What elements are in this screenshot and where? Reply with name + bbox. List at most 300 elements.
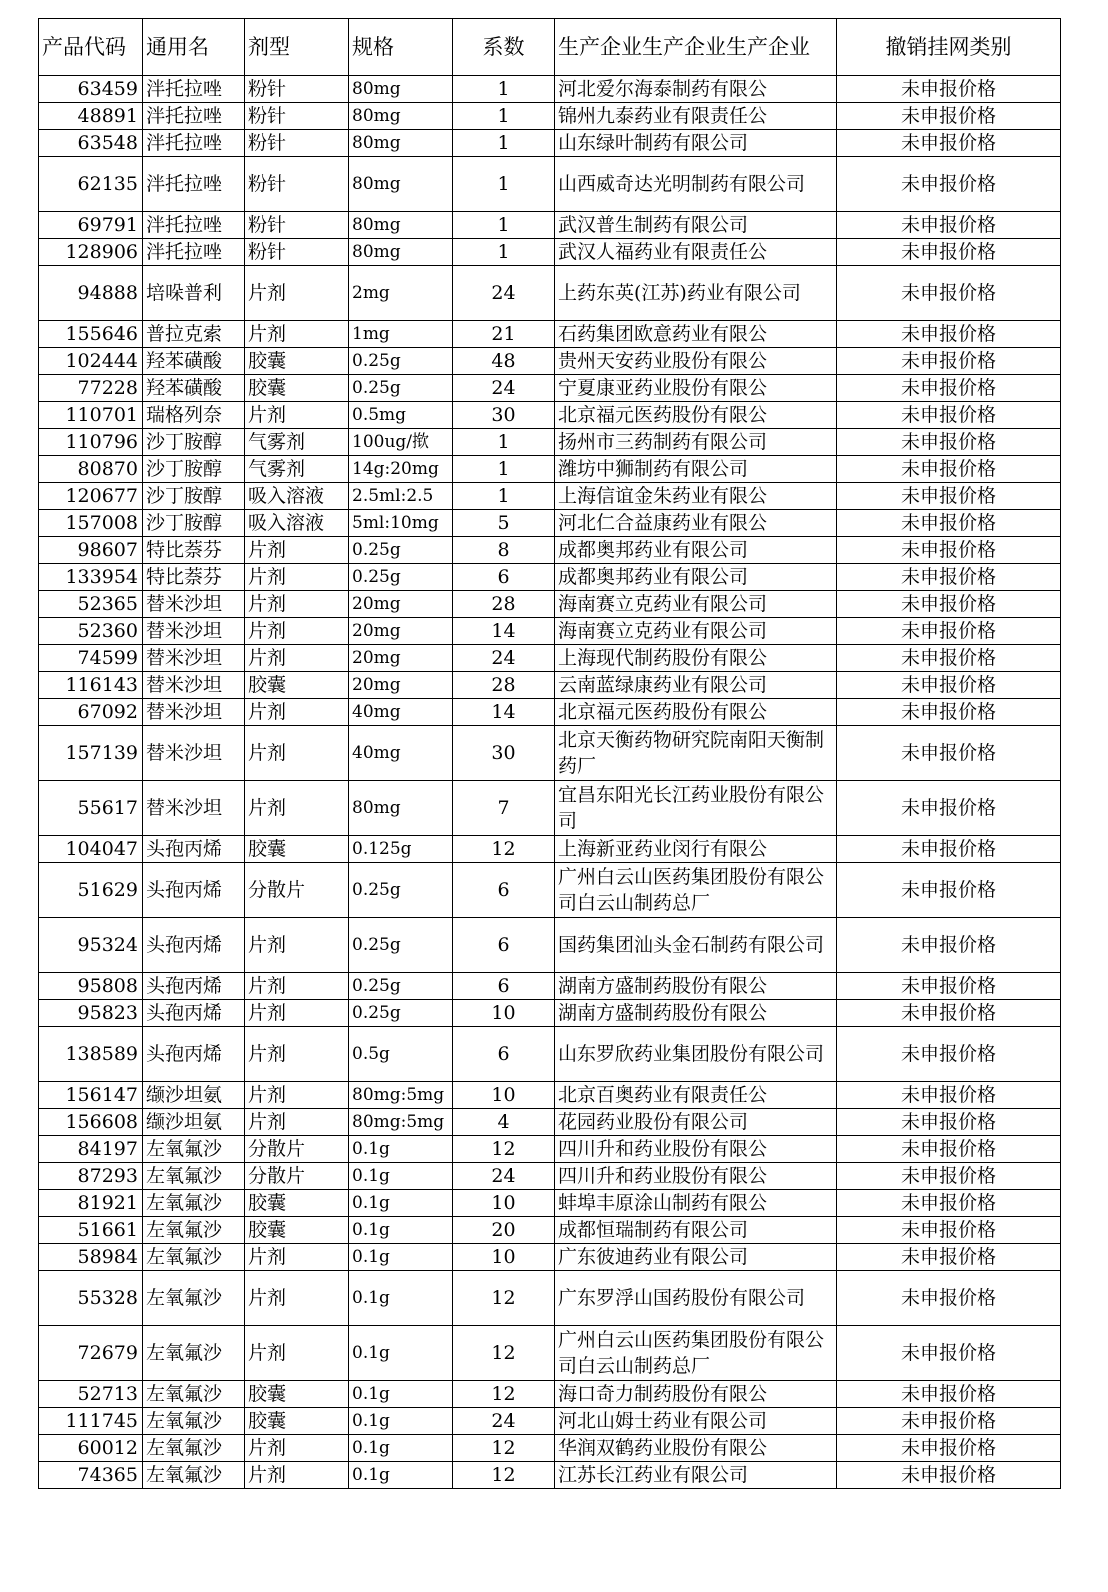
cell-generic-name[interactable]: 左氧氟沙	[143, 1271, 245, 1326]
cell-dosage-form[interactable]: 片剂	[245, 591, 349, 618]
cell-delisting-category[interactable]: 未申报价格	[837, 1435, 1061, 1462]
cell-coefficient[interactable]: 1	[453, 456, 555, 483]
cell-manufacturer[interactable]: 河北山姆士药业有限公司	[555, 1408, 837, 1435]
cell-product-code[interactable]: 98607	[39, 537, 143, 564]
cell-product-code[interactable]: 60012	[39, 1435, 143, 1462]
cell-specification[interactable]: 80mg	[349, 239, 453, 266]
cell-manufacturer[interactable]: 北京百奥药业有限责任公	[555, 1082, 837, 1109]
cell-product-code[interactable]: 55617	[39, 781, 143, 836]
cell-generic-name[interactable]: 替米沙坦	[143, 672, 245, 699]
cell-coefficient[interactable]: 6	[453, 564, 555, 591]
header-dosage-form[interactable]: 剂型	[245, 19, 349, 76]
cell-generic-name[interactable]: 头孢丙烯	[143, 836, 245, 863]
cell-specification[interactable]: 14g:20mg	[349, 456, 453, 483]
cell-coefficient[interactable]: 12	[453, 1136, 555, 1163]
cell-dosage-form[interactable]: 片剂	[245, 1244, 349, 1271]
cell-manufacturer[interactable]: 贵州天安药业股份有限公	[555, 348, 837, 375]
cell-manufacturer[interactable]: 河北仁合益康药业有限公	[555, 510, 837, 537]
cell-delisting-category[interactable]: 未申报价格	[837, 1408, 1061, 1435]
cell-dosage-form[interactable]: 分散片	[245, 1163, 349, 1190]
cell-product-code[interactable]: 51661	[39, 1217, 143, 1244]
cell-product-code[interactable]: 51629	[39, 863, 143, 918]
cell-delisting-category[interactable]: 未申报价格	[837, 429, 1061, 456]
cell-delisting-category[interactable]: 未申报价格	[837, 591, 1061, 618]
cell-dosage-form[interactable]: 片剂	[245, 618, 349, 645]
cell-manufacturer[interactable]: 成都奥邦药业有限公司	[555, 564, 837, 591]
cell-dosage-form[interactable]: 分散片	[245, 863, 349, 918]
cell-product-code[interactable]: 104047	[39, 836, 143, 863]
cell-coefficient[interactable]: 24	[453, 375, 555, 402]
cell-dosage-form[interactable]: 片剂	[245, 321, 349, 348]
cell-coefficient[interactable]: 10	[453, 1082, 555, 1109]
cell-dosage-form[interactable]: 胶囊	[245, 672, 349, 699]
cell-dosage-form[interactable]: 片剂	[245, 1271, 349, 1326]
cell-generic-name[interactable]: 左氧氟沙	[143, 1244, 245, 1271]
cell-product-code[interactable]: 102444	[39, 348, 143, 375]
cell-product-code[interactable]: 95808	[39, 973, 143, 1000]
cell-delisting-category[interactable]: 未申报价格	[837, 863, 1061, 918]
cell-specification[interactable]: 0.5mg	[349, 402, 453, 429]
cell-delisting-category[interactable]: 未申报价格	[837, 1190, 1061, 1217]
cell-dosage-form[interactable]: 片剂	[245, 918, 349, 973]
cell-coefficient[interactable]: 48	[453, 348, 555, 375]
cell-dosage-form[interactable]: 气雾剂	[245, 456, 349, 483]
cell-specification[interactable]: 0.1g	[349, 1217, 453, 1244]
cell-delisting-category[interactable]: 未申报价格	[837, 212, 1061, 239]
cell-product-code[interactable]: 156147	[39, 1082, 143, 1109]
cell-generic-name[interactable]: 左氧氟沙	[143, 1163, 245, 1190]
cell-delisting-category[interactable]: 未申报价格	[837, 348, 1061, 375]
cell-dosage-form[interactable]: 胶囊	[245, 1381, 349, 1408]
cell-dosage-form[interactable]: 片剂	[245, 645, 349, 672]
cell-specification[interactable]: 80mg:5mg	[349, 1082, 453, 1109]
cell-delisting-category[interactable]: 未申报价格	[837, 1027, 1061, 1082]
cell-generic-name[interactable]: 沙丁胺醇	[143, 483, 245, 510]
cell-product-code[interactable]: 74599	[39, 645, 143, 672]
cell-delisting-category[interactable]: 未申报价格	[837, 1462, 1061, 1489]
cell-delisting-category[interactable]: 未申报价格	[837, 1217, 1061, 1244]
cell-manufacturer[interactable]: 湖南方盛制药股份有限公	[555, 1000, 837, 1027]
cell-delisting-category[interactable]: 未申报价格	[837, 456, 1061, 483]
cell-manufacturer[interactable]: 海南赛立克药业有限公司	[555, 591, 837, 618]
cell-specification[interactable]: 20mg	[349, 591, 453, 618]
cell-delisting-category[interactable]: 未申报价格	[837, 483, 1061, 510]
cell-specification[interactable]: 40mg	[349, 699, 453, 726]
cell-coefficient[interactable]: 1	[453, 130, 555, 157]
cell-coefficient[interactable]: 6	[453, 863, 555, 918]
cell-dosage-form[interactable]: 片剂	[245, 699, 349, 726]
cell-dosage-form[interactable]: 片剂	[245, 1435, 349, 1462]
cell-delisting-category[interactable]: 未申报价格	[837, 973, 1061, 1000]
cell-delisting-category[interactable]: 未申报价格	[837, 76, 1061, 103]
cell-product-code[interactable]: 69791	[39, 212, 143, 239]
cell-manufacturer[interactable]: 云南蓝绿康药业有限公司	[555, 672, 837, 699]
cell-dosage-form[interactable]: 粉针	[245, 239, 349, 266]
cell-product-code[interactable]: 52360	[39, 618, 143, 645]
cell-dosage-form[interactable]: 片剂	[245, 1000, 349, 1027]
cell-delisting-category[interactable]: 未申报价格	[837, 1136, 1061, 1163]
cell-generic-name[interactable]: 头孢丙烯	[143, 1000, 245, 1027]
cell-specification[interactable]: 0.1g	[349, 1190, 453, 1217]
cell-manufacturer[interactable]: 上海现代制药股份有限公	[555, 645, 837, 672]
cell-product-code[interactable]: 120677	[39, 483, 143, 510]
cell-coefficient[interactable]: 1	[453, 103, 555, 130]
cell-delisting-category[interactable]: 未申报价格	[837, 510, 1061, 537]
cell-generic-name[interactable]: 头孢丙烯	[143, 863, 245, 918]
cell-delisting-category[interactable]: 未申报价格	[837, 699, 1061, 726]
cell-product-code[interactable]: 63459	[39, 76, 143, 103]
cell-delisting-category[interactable]: 未申报价格	[837, 321, 1061, 348]
header-coefficient[interactable]: 系数	[453, 19, 555, 76]
cell-dosage-form[interactable]: 片剂	[245, 1109, 349, 1136]
cell-specification[interactable]: 0.1g	[349, 1435, 453, 1462]
cell-product-code[interactable]: 67092	[39, 699, 143, 726]
cell-coefficient[interactable]: 8	[453, 537, 555, 564]
cell-delisting-category[interactable]: 未申报价格	[837, 239, 1061, 266]
cell-dosage-form[interactable]: 胶囊	[245, 1408, 349, 1435]
cell-manufacturer[interactable]: 花园药业股份有限公司	[555, 1109, 837, 1136]
cell-specification[interactable]: 80mg	[349, 130, 453, 157]
cell-dosage-form[interactable]: 分散片	[245, 1136, 349, 1163]
cell-generic-name[interactable]: 缬沙坦氨	[143, 1082, 245, 1109]
cell-dosage-form[interactable]: 胶囊	[245, 375, 349, 402]
cell-generic-name[interactable]: 替米沙坦	[143, 645, 245, 672]
cell-product-code[interactable]: 110796	[39, 429, 143, 456]
cell-generic-name[interactable]: 左氧氟沙	[143, 1217, 245, 1244]
cell-dosage-form[interactable]: 片剂	[245, 781, 349, 836]
cell-generic-name[interactable]: 左氧氟沙	[143, 1190, 245, 1217]
cell-generic-name[interactable]: 泮托拉唑	[143, 212, 245, 239]
cell-generic-name[interactable]: 替米沙坦	[143, 781, 245, 836]
cell-manufacturer[interactable]: 广东罗浮山国药股份有限公司	[555, 1271, 837, 1326]
cell-delisting-category[interactable]: 未申报价格	[837, 618, 1061, 645]
cell-delisting-category[interactable]: 未申报价格	[837, 375, 1061, 402]
cell-coefficient[interactable]: 30	[453, 402, 555, 429]
cell-delisting-category[interactable]: 未申报价格	[837, 1082, 1061, 1109]
cell-product-code[interactable]: 133954	[39, 564, 143, 591]
cell-specification[interactable]: 1mg	[349, 321, 453, 348]
cell-specification[interactable]: 80mg	[349, 157, 453, 212]
cell-specification[interactable]: 0.25g	[349, 1000, 453, 1027]
cell-product-code[interactable]: 80870	[39, 456, 143, 483]
cell-dosage-form[interactable]: 胶囊	[245, 348, 349, 375]
cell-manufacturer[interactable]: 宁夏康亚药业股份有限公	[555, 375, 837, 402]
cell-manufacturer[interactable]: 山西威奇达光明制药有限公司	[555, 157, 837, 212]
cell-specification[interactable]: 0.25g	[349, 564, 453, 591]
cell-dosage-form[interactable]: 气雾剂	[245, 429, 349, 456]
cell-delisting-category[interactable]: 未申报价格	[837, 781, 1061, 836]
cell-specification[interactable]: 0.1g	[349, 1163, 453, 1190]
cell-dosage-form[interactable]: 胶囊	[245, 1190, 349, 1217]
cell-delisting-category[interactable]: 未申报价格	[837, 157, 1061, 212]
cell-specification[interactable]: 0.1g	[349, 1244, 453, 1271]
cell-dosage-form[interactable]: 片剂	[245, 537, 349, 564]
cell-manufacturer[interactable]: 广州白云山医药集团股份有限公司白云山制药总厂	[555, 863, 837, 918]
cell-manufacturer[interactable]: 北京福元医药股份有限公	[555, 402, 837, 429]
cell-manufacturer[interactable]: 山东罗欣药业集团股份有限公司	[555, 1027, 837, 1082]
cell-product-code[interactable]: 87293	[39, 1163, 143, 1190]
cell-manufacturer[interactable]: 武汉普生制药有限公司	[555, 212, 837, 239]
cell-coefficient[interactable]: 20	[453, 1217, 555, 1244]
cell-dosage-form[interactable]: 片剂	[245, 1082, 349, 1109]
cell-delisting-category[interactable]: 未申报价格	[837, 537, 1061, 564]
cell-coefficient[interactable]: 12	[453, 1435, 555, 1462]
cell-manufacturer[interactable]: 河北爱尔海泰制药有限公	[555, 76, 837, 103]
cell-manufacturer[interactable]: 华润双鹤药业股份有限公	[555, 1435, 837, 1462]
cell-generic-name[interactable]: 泮托拉唑	[143, 157, 245, 212]
cell-generic-name[interactable]: 左氧氟沙	[143, 1326, 245, 1381]
cell-dosage-form[interactable]: 片剂	[245, 266, 349, 321]
cell-delisting-category[interactable]: 未申报价格	[837, 1271, 1061, 1326]
header-manufacturer[interactable]: 生产企业生产企业生产企业	[555, 19, 837, 76]
cell-coefficient[interactable]: 12	[453, 1271, 555, 1326]
cell-generic-name[interactable]: 左氧氟沙	[143, 1408, 245, 1435]
cell-delisting-category[interactable]: 未申报价格	[837, 645, 1061, 672]
cell-generic-name[interactable]: 特比萘芬	[143, 564, 245, 591]
cell-product-code[interactable]: 62135	[39, 157, 143, 212]
cell-generic-name[interactable]: 沙丁胺醇	[143, 429, 245, 456]
cell-product-code[interactable]: 58984	[39, 1244, 143, 1271]
cell-dosage-form[interactable]: 粉针	[245, 103, 349, 130]
cell-product-code[interactable]: 156608	[39, 1109, 143, 1136]
cell-generic-name[interactable]: 泮托拉唑	[143, 103, 245, 130]
cell-manufacturer[interactable]: 武汉人福药业有限责任公	[555, 239, 837, 266]
cell-specification[interactable]: 0.25g	[349, 973, 453, 1000]
cell-generic-name[interactable]: 左氧氟沙	[143, 1462, 245, 1489]
cell-generic-name[interactable]: 羟苯磺酸	[143, 375, 245, 402]
cell-coefficient[interactable]: 24	[453, 266, 555, 321]
cell-product-code[interactable]: 138589	[39, 1027, 143, 1082]
cell-delisting-category[interactable]: 未申报价格	[837, 726, 1061, 781]
cell-coefficient[interactable]: 6	[453, 973, 555, 1000]
header-specification[interactable]: 规格	[349, 19, 453, 76]
cell-generic-name[interactable]: 瑞格列奈	[143, 402, 245, 429]
cell-specification[interactable]: 0.1g	[349, 1136, 453, 1163]
cell-product-code[interactable]: 77228	[39, 375, 143, 402]
cell-generic-name[interactable]: 替米沙坦	[143, 726, 245, 781]
cell-coefficient[interactable]: 10	[453, 1244, 555, 1271]
cell-dosage-form[interactable]: 片剂	[245, 1027, 349, 1082]
header-generic-name[interactable]: 通用名	[143, 19, 245, 76]
cell-coefficient[interactable]: 1	[453, 429, 555, 456]
cell-product-code[interactable]: 74365	[39, 1462, 143, 1489]
cell-specification[interactable]: 0.25g	[349, 348, 453, 375]
cell-manufacturer[interactable]: 海南赛立克药业有限公司	[555, 618, 837, 645]
cell-delisting-category[interactable]: 未申报价格	[837, 672, 1061, 699]
cell-generic-name[interactable]: 替米沙坦	[143, 699, 245, 726]
cell-delisting-category[interactable]: 未申报价格	[837, 1109, 1061, 1136]
cell-product-code[interactable]: 72679	[39, 1326, 143, 1381]
cell-specification[interactable]: 100ug/揿	[349, 429, 453, 456]
cell-delisting-category[interactable]: 未申报价格	[837, 564, 1061, 591]
cell-generic-name[interactable]: 替米沙坦	[143, 618, 245, 645]
cell-delisting-category[interactable]: 未申报价格	[837, 1381, 1061, 1408]
cell-dosage-form[interactable]: 片剂	[245, 726, 349, 781]
cell-specification[interactable]: 0.25g	[349, 918, 453, 973]
cell-delisting-category[interactable]: 未申报价格	[837, 266, 1061, 321]
cell-specification[interactable]: 0.25g	[349, 537, 453, 564]
cell-manufacturer[interactable]: 四川升和药业股份有限公	[555, 1136, 837, 1163]
cell-manufacturer[interactable]: 宜昌东阳光长江药业股份有限公司	[555, 781, 837, 836]
cell-product-code[interactable]: 63548	[39, 130, 143, 157]
cell-specification[interactable]: 80mg	[349, 212, 453, 239]
cell-coefficient[interactable]: 14	[453, 618, 555, 645]
cell-manufacturer[interactable]: 国药集团汕头金石制药有限公司	[555, 918, 837, 973]
cell-dosage-form[interactable]: 粉针	[245, 212, 349, 239]
cell-coefficient[interactable]: 4	[453, 1109, 555, 1136]
cell-product-code[interactable]: 95823	[39, 1000, 143, 1027]
cell-product-code[interactable]: 157139	[39, 726, 143, 781]
cell-generic-name[interactable]: 缬沙坦氨	[143, 1109, 245, 1136]
cell-coefficient[interactable]: 24	[453, 1163, 555, 1190]
cell-manufacturer[interactable]: 上海信谊金朱药业有限公	[555, 483, 837, 510]
cell-specification[interactable]: 20mg	[349, 645, 453, 672]
cell-delisting-category[interactable]: 未申报价格	[837, 836, 1061, 863]
cell-specification[interactable]: 0.1g	[349, 1408, 453, 1435]
cell-coefficient[interactable]: 10	[453, 1190, 555, 1217]
cell-dosage-form[interactable]: 粉针	[245, 157, 349, 212]
cell-generic-name[interactable]: 替米沙坦	[143, 591, 245, 618]
cell-specification[interactable]: 0.125g	[349, 836, 453, 863]
cell-generic-name[interactable]: 左氧氟沙	[143, 1136, 245, 1163]
cell-dosage-form[interactable]: 粉针	[245, 76, 349, 103]
cell-delisting-category[interactable]: 未申报价格	[837, 130, 1061, 157]
cell-dosage-form[interactable]: 片剂	[245, 973, 349, 1000]
cell-dosage-form[interactable]: 片剂	[245, 1326, 349, 1381]
cell-coefficient[interactable]: 12	[453, 1326, 555, 1381]
cell-coefficient[interactable]: 1	[453, 212, 555, 239]
cell-product-code[interactable]: 110701	[39, 402, 143, 429]
cell-product-code[interactable]: 52713	[39, 1381, 143, 1408]
cell-product-code[interactable]: 55328	[39, 1271, 143, 1326]
cell-coefficient[interactable]: 6	[453, 918, 555, 973]
cell-generic-name[interactable]: 头孢丙烯	[143, 1027, 245, 1082]
cell-product-code[interactable]: 52365	[39, 591, 143, 618]
cell-manufacturer[interactable]: 上海新亚药业闵行有限公	[555, 836, 837, 863]
cell-delisting-category[interactable]: 未申报价格	[837, 918, 1061, 973]
cell-coefficient[interactable]: 24	[453, 1408, 555, 1435]
cell-generic-name[interactable]: 普拉克索	[143, 321, 245, 348]
cell-specification[interactable]: 2mg	[349, 266, 453, 321]
cell-specification[interactable]: 0.1g	[349, 1326, 453, 1381]
cell-manufacturer[interactable]: 扬州市三药制药有限公司	[555, 429, 837, 456]
cell-coefficient[interactable]: 14	[453, 699, 555, 726]
cell-manufacturer[interactable]: 成都恒瑞制药有限公司	[555, 1217, 837, 1244]
cell-manufacturer[interactable]: 潍坊中狮制药有限公司	[555, 456, 837, 483]
cell-coefficient[interactable]: 6	[453, 1027, 555, 1082]
cell-coefficient[interactable]: 1	[453, 239, 555, 266]
cell-specification[interactable]: 0.1g	[349, 1381, 453, 1408]
header-product-code[interactable]: 产品代码	[39, 19, 143, 76]
cell-delisting-category[interactable]: 未申报价格	[837, 103, 1061, 130]
header-delisting-category[interactable]: 撤销挂网类别	[837, 19, 1061, 76]
cell-generic-name[interactable]: 沙丁胺醇	[143, 456, 245, 483]
cell-specification[interactable]: 0.1g	[349, 1462, 453, 1489]
cell-coefficient[interactable]: 30	[453, 726, 555, 781]
cell-manufacturer[interactable]: 江苏长江药业有限公司	[555, 1462, 837, 1489]
cell-product-code[interactable]: 84197	[39, 1136, 143, 1163]
cell-coefficient[interactable]: 12	[453, 1381, 555, 1408]
cell-delisting-category[interactable]: 未申报价格	[837, 1163, 1061, 1190]
cell-generic-name[interactable]: 头孢丙烯	[143, 918, 245, 973]
cell-specification[interactable]: 0.5g	[349, 1027, 453, 1082]
cell-coefficient[interactable]: 28	[453, 672, 555, 699]
cell-manufacturer[interactable]: 北京福元医药股份有限公	[555, 699, 837, 726]
cell-specification[interactable]: 80mg	[349, 781, 453, 836]
cell-generic-name[interactable]: 培哚普利	[143, 266, 245, 321]
cell-product-code[interactable]: 116143	[39, 672, 143, 699]
cell-specification[interactable]: 20mg	[349, 618, 453, 645]
cell-dosage-form[interactable]: 胶囊	[245, 1217, 349, 1244]
cell-dosage-form[interactable]: 粉针	[245, 130, 349, 157]
cell-specification[interactable]: 40mg	[349, 726, 453, 781]
cell-product-code[interactable]: 94888	[39, 266, 143, 321]
cell-coefficient[interactable]: 5	[453, 510, 555, 537]
cell-product-code[interactable]: 111745	[39, 1408, 143, 1435]
cell-generic-name[interactable]: 泮托拉唑	[143, 130, 245, 157]
cell-dosage-form[interactable]: 片剂	[245, 564, 349, 591]
cell-manufacturer[interactable]: 锦州九泰药业有限责任公	[555, 103, 837, 130]
cell-coefficient[interactable]: 12	[453, 1462, 555, 1489]
cell-delisting-category[interactable]: 未申报价格	[837, 1000, 1061, 1027]
cell-manufacturer[interactable]: 上药东英(江苏)药业有限公司	[555, 266, 837, 321]
cell-specification[interactable]: 80mg	[349, 76, 453, 103]
cell-generic-name[interactable]: 左氧氟沙	[143, 1435, 245, 1462]
cell-coefficient[interactable]: 12	[453, 836, 555, 863]
cell-coefficient[interactable]: 24	[453, 645, 555, 672]
cell-generic-name[interactable]: 左氧氟沙	[143, 1381, 245, 1408]
cell-coefficient[interactable]: 21	[453, 321, 555, 348]
cell-product-code[interactable]: 95324	[39, 918, 143, 973]
cell-generic-name[interactable]: 头孢丙烯	[143, 973, 245, 1000]
cell-coefficient[interactable]: 28	[453, 591, 555, 618]
cell-specification[interactable]: 80mg:5mg	[349, 1109, 453, 1136]
cell-manufacturer[interactable]: 湖南方盛制药股份有限公	[555, 973, 837, 1000]
cell-generic-name[interactable]: 泮托拉唑	[143, 76, 245, 103]
cell-coefficient[interactable]: 1	[453, 483, 555, 510]
cell-generic-name[interactable]: 泮托拉唑	[143, 239, 245, 266]
cell-coefficient[interactable]: 1	[453, 157, 555, 212]
cell-specification[interactable]: 0.1g	[349, 1271, 453, 1326]
cell-manufacturer[interactable]: 石药集团欧意药业有限公	[555, 321, 837, 348]
cell-dosage-form[interactable]: 片剂	[245, 1462, 349, 1489]
cell-generic-name[interactable]: 羟苯磺酸	[143, 348, 245, 375]
cell-dosage-form[interactable]: 吸入溶液	[245, 510, 349, 537]
cell-manufacturer[interactable]: 山东绿叶制药有限公司	[555, 130, 837, 157]
cell-specification[interactable]: 0.25g	[349, 863, 453, 918]
cell-coefficient[interactable]: 10	[453, 1000, 555, 1027]
cell-product-code[interactable]: 155646	[39, 321, 143, 348]
cell-delisting-category[interactable]: 未申报价格	[837, 402, 1061, 429]
cell-manufacturer[interactable]: 广东彼迪药业有限公司	[555, 1244, 837, 1271]
cell-product-code[interactable]: 81921	[39, 1190, 143, 1217]
cell-delisting-category[interactable]: 未申报价格	[837, 1326, 1061, 1381]
cell-specification[interactable]: 80mg	[349, 103, 453, 130]
cell-dosage-form[interactable]: 片剂	[245, 402, 349, 429]
cell-product-code[interactable]: 157008	[39, 510, 143, 537]
cell-manufacturer[interactable]: 蚌埠丰原涂山制药有限公	[555, 1190, 837, 1217]
cell-dosage-form[interactable]: 吸入溶液	[245, 483, 349, 510]
cell-product-code[interactable]: 128906	[39, 239, 143, 266]
cell-product-code[interactable]: 48891	[39, 103, 143, 130]
cell-delisting-category[interactable]: 未申报价格	[837, 1244, 1061, 1271]
cell-coefficient[interactable]: 1	[453, 76, 555, 103]
cell-manufacturer[interactable]: 四川升和药业股份有限公	[555, 1163, 837, 1190]
cell-specification[interactable]: 5ml:10mg	[349, 510, 453, 537]
cell-generic-name[interactable]: 沙丁胺醇	[143, 510, 245, 537]
cell-dosage-form[interactable]: 胶囊	[245, 836, 349, 863]
cell-manufacturer[interactable]: 广州白云山医药集团股份有限公司白云山制药总厂	[555, 1326, 837, 1381]
